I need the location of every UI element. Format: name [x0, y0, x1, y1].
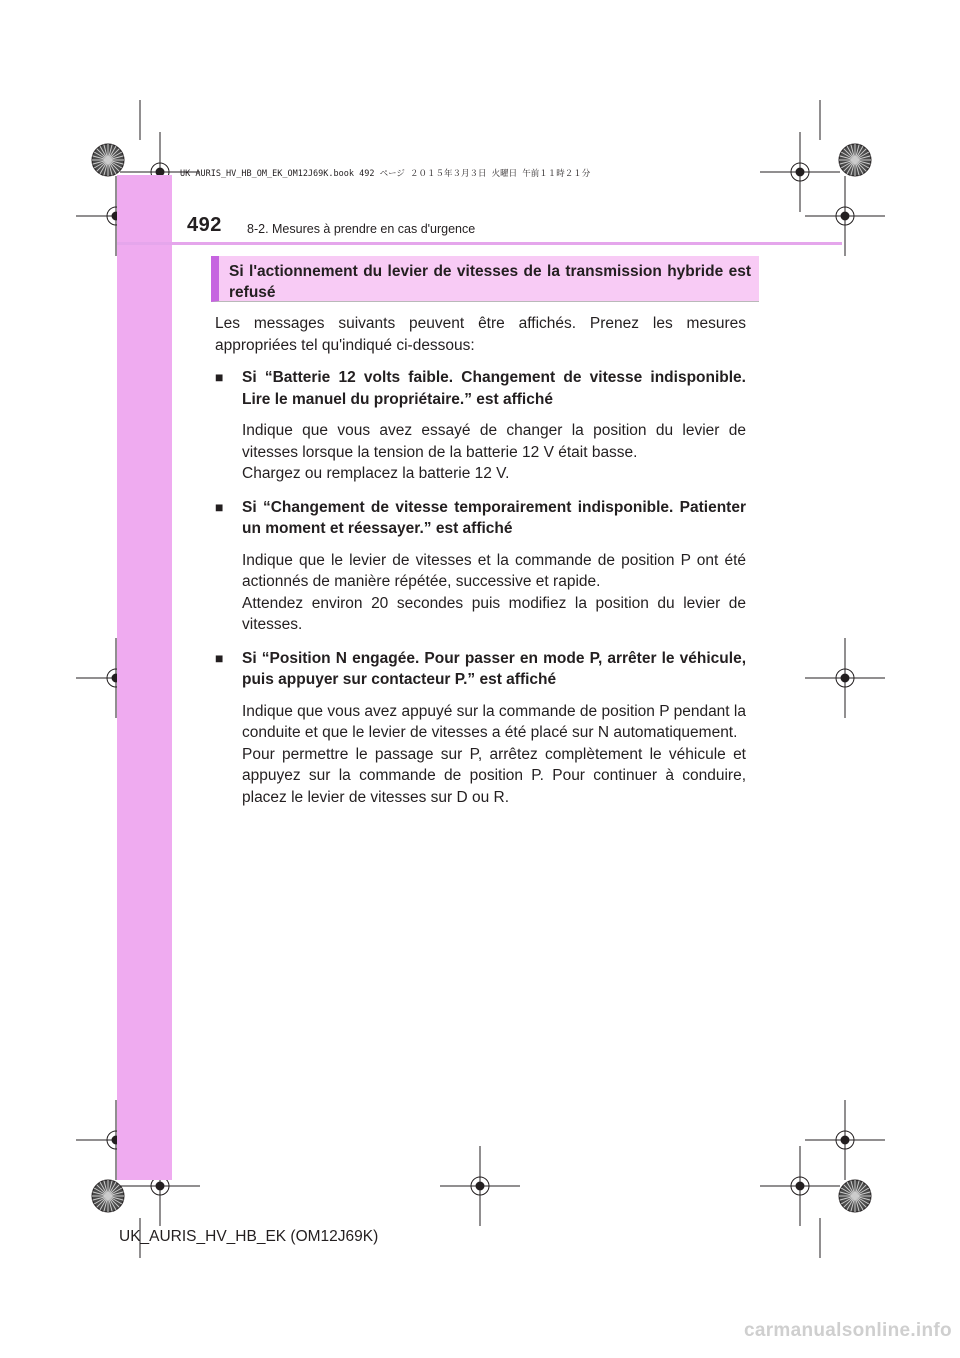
item-heading — [215, 497, 746, 540]
item-paragraph: Indique que le levier de vitesses et la commande de position P ont été actionnés de manière répétée, successive et rapide. — [242, 551, 746, 590]
registration-mark-dot — [796, 168, 804, 176]
registration-mark-dot — [796, 1182, 804, 1190]
intro-paragraph: Les messages suivants peuvent être affichés. Prenez les mesures appropriées tel qu'indiqué ci-dessous: — [215, 315, 746, 354]
chapter-title: 8-2. Mesures à prendre en cas d'urgence — [247, 222, 476, 236]
item-heading-text: Si “Changement de vitesse temporairement indisponible. Patienter un moment et réessayer.” est affiché — [242, 498, 746, 537]
section-heading-box — [211, 256, 759, 302]
bullet-icon: ■ — [215, 498, 224, 515]
item-heading — [215, 367, 746, 410]
side-color-band — [117, 175, 172, 1180]
item-body — [215, 420, 746, 485]
registration-mark-dot — [476, 1182, 484, 1190]
item-body — [215, 550, 746, 636]
page-number: 492 — [187, 214, 222, 236]
item-paragraph: Pour permettre le passage sur P, arrêtez complètement le véhicule et appuyez sur la commande de position P. Pour continuer à conduire, placez le levier de vitesses sur D ou R. — [242, 745, 746, 806]
section-title: Si l'actionnement du levier de vitesses de la transmission hybride est refusé — [229, 263, 751, 301]
registration-mark-dot — [841, 1136, 849, 1144]
item-paragraph: Indique que vous avez essayé de changer la position du levier de vitesses lorsque la tension de la batterie 12 V était basse. — [242, 422, 746, 461]
body-text — [215, 313, 746, 820]
item-paragraph: Attendez environ 20 secondes puis modifiez la position du levier de vitesses. — [242, 594, 746, 633]
bullet-icon: ■ — [215, 649, 224, 666]
footer-code: UK_AURIS_HV_HB_EK (OM12J69K) — [119, 1228, 379, 1245]
item-heading — [215, 648, 746, 691]
registration-mark-dot — [156, 1182, 164, 1190]
item-paragraph: Indique que vous avez appuyé sur la commande de position P pendant la conduite et que le levier de vitesses a été placé sur N automatiquement. — [242, 702, 746, 741]
registration-mark-dot — [841, 212, 849, 220]
item-body — [215, 701, 746, 809]
item-heading-text: Si “Position N engagée. Pour passer en mode P, arrêter le véhicule, puis appuyer sur contacteur P.” est affiché — [242, 649, 746, 688]
item-heading-text: Si “Batterie 12 volts faible. Changement de vitesse indisponible. Lire le manuel du propriétaire.” est affiché — [242, 369, 746, 408]
watermark: carmanualsonline.info — [744, 1320, 952, 1341]
registration-mark-dot — [841, 674, 849, 682]
item-paragraph: Chargez ou remplacez la batterie 12 V. — [242, 465, 510, 482]
bullet-icon: ■ — [215, 369, 224, 385]
book-info: UK AURIS_HV_HB_OM_EK_OM12J69K.book 492 ページ ２０１５年３月３日 火曜日 午前１１時２１分 — [180, 169, 591, 179]
header-rule — [117, 242, 842, 245]
